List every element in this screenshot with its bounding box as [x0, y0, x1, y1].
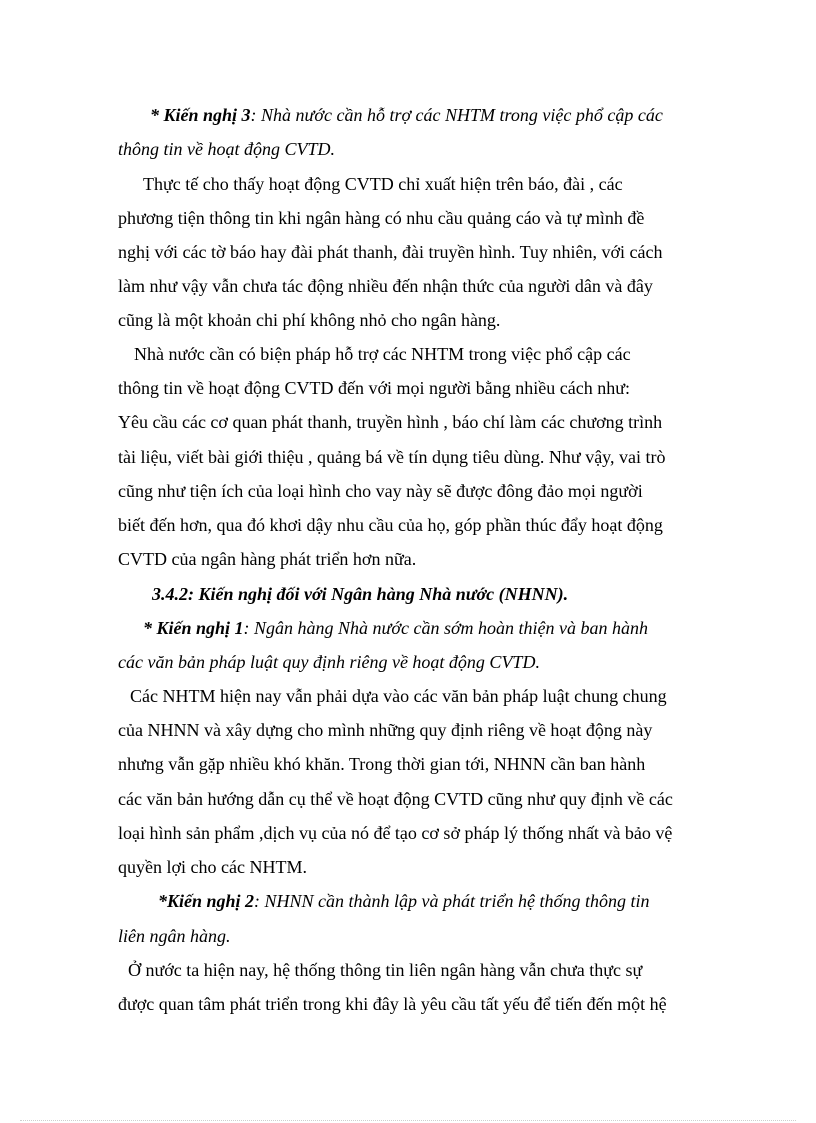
paragraph-3-line-6: quyền lợi cho các NHTM.: [118, 857, 307, 877]
paragraph-4-line-2: được quan tâm phát triển trong khi đây là yêu cầu tất yếu để tiến đến một hệ: [118, 994, 667, 1014]
paragraph-1-line-5: cũng là một khoản chi phí không nhỏ cho ngân hàng.: [118, 310, 501, 330]
recommendation-3-line-1: * Kiến nghị 3: Nhà nước cần hỗ trợ các NHTM trong việc phổ cập các: [150, 105, 663, 125]
paragraph-2-line-3: Yêu cầu các cơ quan phát thanh, truyền hình , báo chí làm các chương trình: [118, 412, 663, 432]
recommendation-3-label: * Kiến nghị 3: [150, 105, 251, 125]
recommendation-1-label: * Kiến nghị 1: [143, 618, 244, 638]
recommendation-2-label: *Kiến nghị 2: [158, 891, 255, 911]
paragraph-2-line-6: biết đến hơn, qua đó khơi dậy nhu cầu của họ, góp phần thúc đẩy hoạt động: [118, 515, 663, 535]
paragraph-1-line-1: Thực tế cho thấy hoạt động CVTD chỉ xuất hiện trên báo, đài , các: [143, 174, 623, 194]
paragraph-3-line-5: loại hình sản phẩm ,dịch vụ của nó để tạo cơ sở pháp lý thống nhất và bảo vệ: [118, 823, 673, 843]
paragraph-2-line-5: cũng như tiện ích của loại hình cho vay này sẽ được đông đảo mọi người: [118, 481, 643, 501]
paragraph-2-line-7: CVTD của ngân hàng phát triển hơn nữa.: [118, 549, 417, 569]
paragraph-1-line-2: phương tiện thông tin khi ngân hàng có nhu cầu quảng cáo và tự mình đề: [118, 208, 645, 228]
paragraph-1-line-3: nghị với các tờ báo hay đài phát thanh, đài truyền hình. Tuy nhiên, với cách: [118, 242, 663, 262]
recommendation-2-line-2: liên ngân hàng.: [118, 926, 231, 946]
paragraph-2-line-4: tài liệu, viết bài giới thiệu , quảng bá về tín dụng tiêu dùng. Như vậy, vai trò: [118, 447, 666, 467]
paragraph-3-line-1: Các NHTM hiện nay vẫn phải dựa vào các văn bản pháp luật chung chung: [130, 686, 667, 706]
paragraph-4-line-1: Ở nước ta hiện nay, hệ thống thông tin liên ngân hàng vẫn chưa thực sự: [128, 960, 643, 980]
section-heading: 3.4.2: Kiến nghị đối với Ngân hàng Nhà nước (NHNN).: [152, 584, 569, 604]
recommendation-3-line-2: thông tin về hoạt động CVTD.: [118, 139, 335, 159]
paragraph-2-line-1: Nhà nước cần có biện pháp hỗ trợ các NHTM trong việc phổ cập các: [134, 344, 631, 364]
paragraph-3-line-2: của NHNN và xây dựng cho mình những quy định riêng về hoạt động này: [118, 720, 653, 740]
paragraph-3-line-4: các văn bản hướng dẫn cụ thể về hoạt động CVTD cũng như quy định về các: [118, 789, 673, 809]
paragraph-3-line-3: nhưng vẫn gặp nhiều khó khăn. Trong thời gian tới, NHNN cần ban hành: [118, 754, 646, 774]
page-bottom-divider: [20, 1120, 796, 1121]
paragraph-2-line-2: thông tin về hoạt động CVTD đến với mọi người bằng nhiều cách như:: [118, 378, 630, 398]
recommendation-1-line-2: các văn bản pháp luật quy định riêng về hoạt động CVTD.: [118, 652, 540, 672]
recommendation-2-line-1: *Kiến nghị 2: NHNN cần thành lập và phát triển hệ thống thông tin: [158, 891, 650, 911]
paragraph-1-line-4: làm như vậy vẫn chưa tác động nhiều đến nhận thức của người dân và đây: [118, 276, 653, 296]
recommendation-1-line-1: * Kiến nghị 1: Ngân hàng Nhà nước cần sớm hoàn thiện và ban hành: [143, 618, 649, 638]
